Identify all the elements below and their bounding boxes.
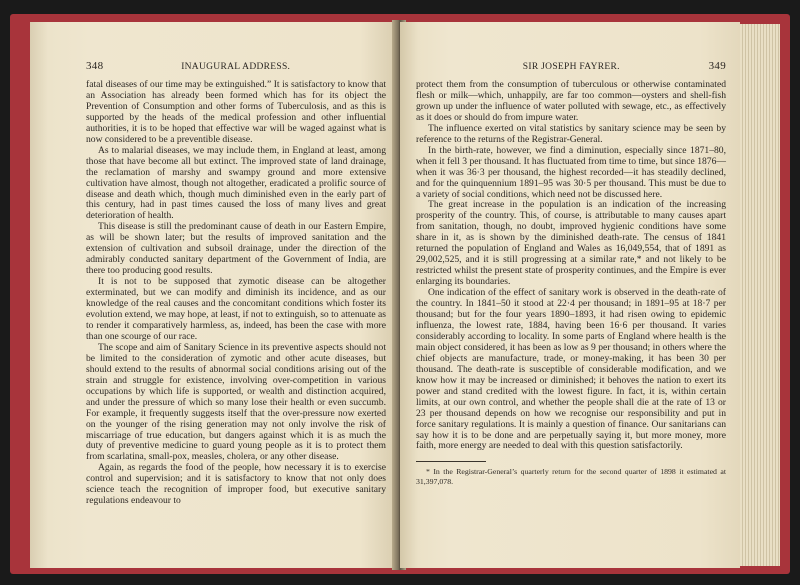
paragraph: One indication of the effect of sanitary work is observed in the death-rate of the country. In 1841–50 it stood at 22·4 per thousand; in 1891–95 at 18·7 per thousand; but for the four years 1890–1893, it had risen owing to epidemic influenza, the lowest rate, 1884, having been 16·6 per thousand. It varies considerably according to locality. In some parts of England where health is the main object considered, it has been as low as 9 per thousand; in others where the chief objects are manufacture, trade, or money-making, it has been 30 per thousand. The death-rate is susceptible of considerable modification, and we know how it may be increased or diminished; it behoves the nation to exert its power and stand credited with the lowest figure. In fact, it is, within certain limits, at our own control, and whether the people shall die at the rate of 13 or 23 per thousand depends on how we recognise our responsibility and put in force sanitary regulations. It is mainly a question of finance. Our sanitarians can say how it is to be done and are perpetually saying it, but more money, more faith, more energy are needed to deal with this question satisfactorily. [416,287,726,452]
paragraph: It is not to be supposed that zymotic disease can be altogether exterminated, but we can modify and diminish its incidence, and as our knowledge of the real causes and the concomitant conditions which foster its evolution extend, we may hope, at least, if not to extinguish, so to attenuate as to render it comparatively harmless, as, indeed, has been the case with more than one scourge of our race. [86,276,387,342]
paragraph: As to malarial diseases, we may include them, in England at least, among those that have become all but extinct. The improved state of land drainage, the reclamation of marshy and swampy ground and more extensive cultivation have almost, though not altogether, eradicated a prolific source of disease and death which, though much diminished even in the early part of this century, had in past times caused the loss of many lives and great deterioration of health. [86,144,386,222]
paragraph: protect them from the consumption of tuberculous or otherwise contaminated flesh or milk—which, unhappily, are far too common—oysters and shell-fish grown up under the influence of water polluted with sewage, etc., as effectively as it does or should do from impure water. [416,79,726,123]
footnote-rule [416,461,486,462]
paragraph: The scope and aim of Sanitary Science in its preventive aspects should not be limited to the consideration of zymotic and other acute diseases, but should extend to the results of abnormal social conditions arising out of the strain and struggle for existence, involving over-competition in various occupations by which life is supported, or wealth and distinction acquired, and under the pressure of which so many lose their health or even succumb. For example, it frequently suggests itself that the over-pressure now exerted on the younger of the rising generation may not only involve the risk of miscarriage of true education, but dangers against which it is as much the duty of preventive medicine to guard young people as it is to protect them from scarlatina, small-pox, measles, cholera, or any other disease. [86,341,386,463]
footnote: * In the Registrar-General’s quarterly return for the second quarter of 1898 it estimated at 31,397,078. [416,467,726,486]
right-running-header [416,60,726,72]
paragraph: This disease is still the predominant cause of death in our Eastern Empire, as will be shown later; but the results of improved sanitation and the extension of cultivation and subsoil drainage, under the direction of the admirably conducted sanitary department of the Government of India, are there too producing good results. [86,221,386,277]
paragraph: The influence exerted on vital statistics by sanitary science may be seen by reference to the returns of the Registrar-General. [416,122,726,145]
right-page-text [416,80,726,452]
right-page [400,22,740,568]
left-running-head: INAUGURAL ADDRESS. [181,62,291,72]
paragraph: In the birth-rate, however, we find a diminution, especially since 1871–80, when it fell 3 per thousand. It has fluctuated from time to time, but since 1876—when it was 36·3 per thousand, the highest recorded—it has steadily declined, and for the quinquennium 1891–95 was 30·5 per thousand. This must be due to a variety of social conditions, which need not be discussed here. [416,144,726,200]
left-page-number: 348 [86,60,104,72]
page-edges [740,24,780,566]
left-page [30,22,398,568]
right-running-head: SIR JOSEPH FAYRER. [522,62,620,72]
paragraph: The great increase in the population is an indication of the increasing prosperity of the country. This, of course, is attributable to many causes apart from sanitation, though, no doubt, improved hygienic conditions have some share in it, as is shown by the diminished death-rate. The census of 1841 returned the population of England and Wales as 16,049,554, that of 1891 as 29,002,525, and it is still progressing at a similar rate,* and not likely to be restricted whilst the present state of prosperity continues, and the Empire is ever enlarging its boundaries. [416,199,726,288]
paragraph: fatal diseases of our time may be extinguished.” It is satisfactory to know that an Association has already been formed which has for its object the Prevention of Consumption and other forms of Tuberculosis, and as this is supported by the heads of the medical profession and other influential authorities, it is to be hoped that effective war will be waged against what is now considered to be a preventible disease. [86,79,386,145]
right-page-number: 349 [708,60,726,72]
left-page-text [86,80,386,507]
left-running-header [86,60,386,72]
paragraph: Again, as regards the food of the people, how necessary it is to exercise control and supervision; and it is satisfactory to know that not only does science teach the recognition of improper food, but executive sanitary regulations endeavour to [86,462,386,507]
